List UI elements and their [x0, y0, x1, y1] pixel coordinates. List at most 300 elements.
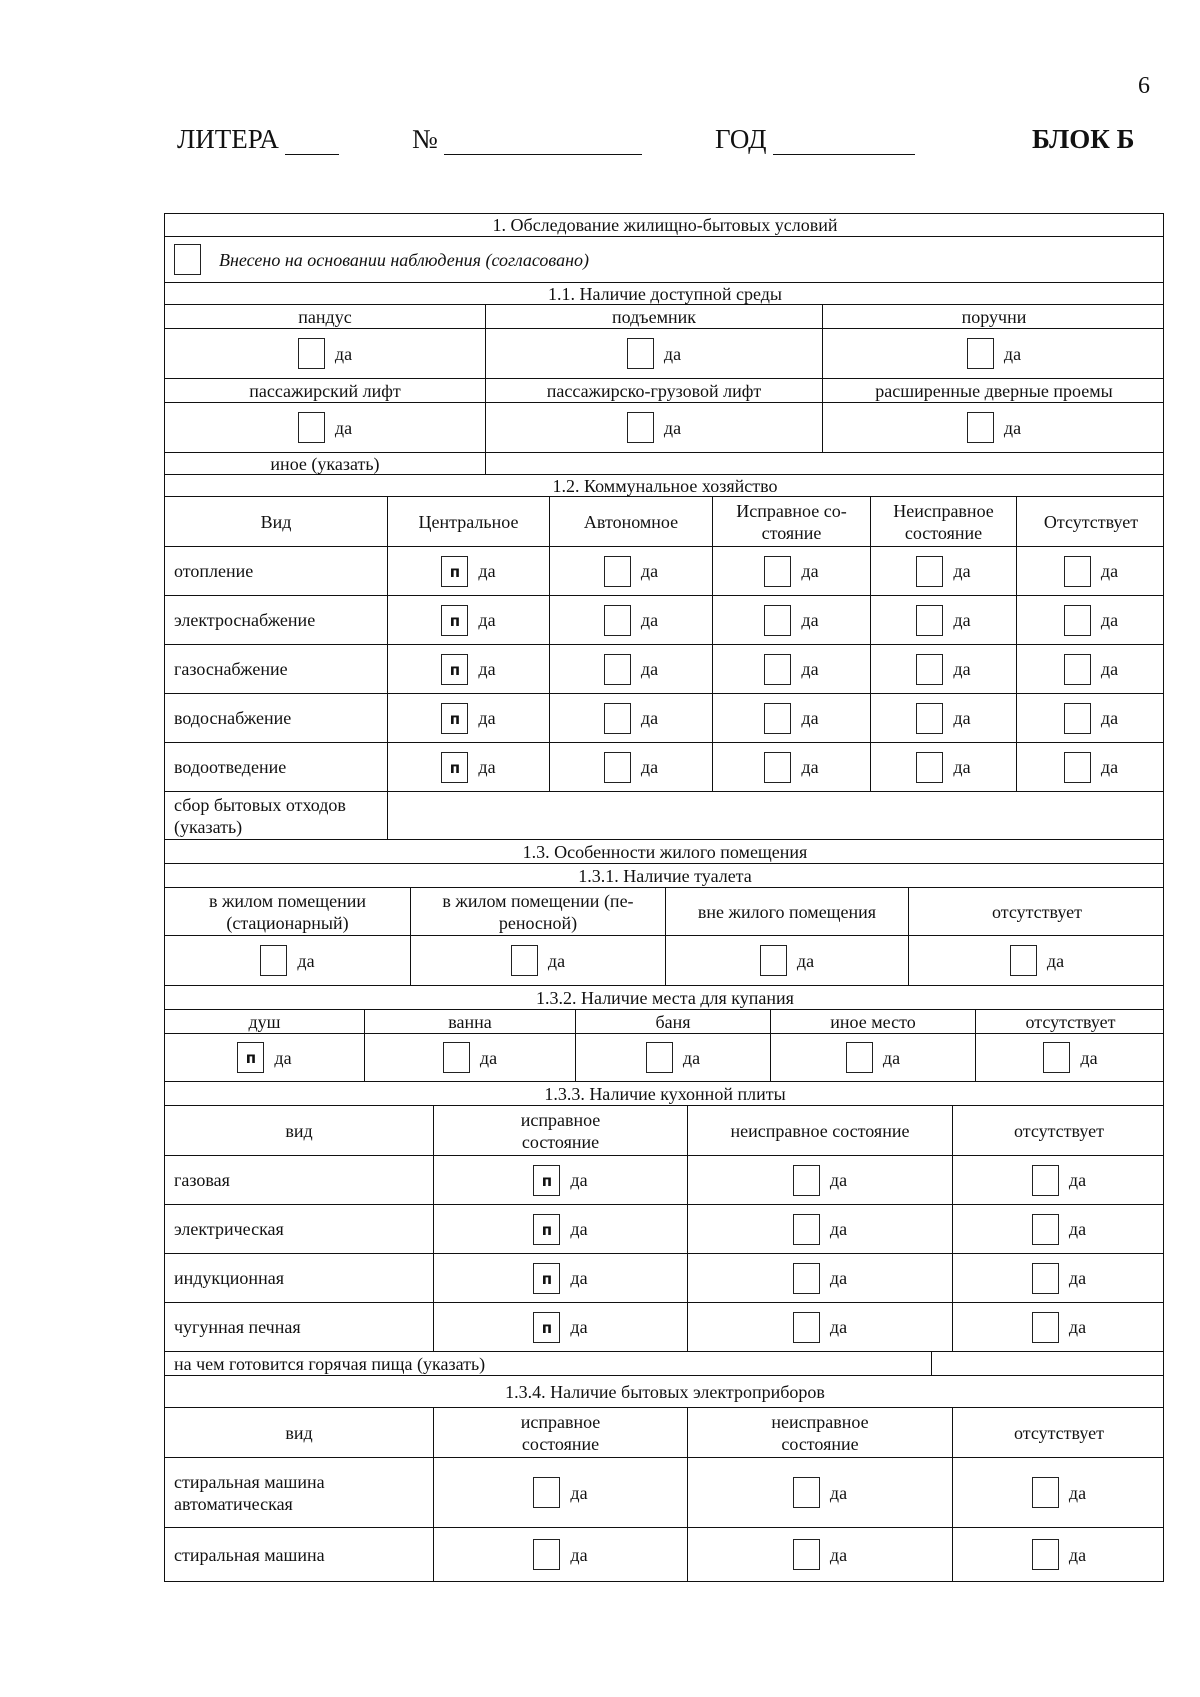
yes-label: да	[1080, 1047, 1098, 1068]
checkbox[interactable]: п	[441, 556, 468, 587]
bath-option	[975, 1034, 1165, 1081]
section-title-text: 1.3. Особенности жилого помещения	[522, 841, 808, 862]
cell-text: отсутствует	[1025, 1011, 1116, 1032]
utility-option	[549, 596, 712, 644]
number-field	[412, 124, 642, 155]
checkbox[interactable]	[604, 703, 631, 734]
appliance-row	[164, 1528, 1164, 1582]
yes-label: да	[796, 950, 815, 971]
accessibility-header	[165, 379, 485, 402]
cell-text: электрическая	[174, 1219, 284, 1239]
checkbox[interactable]	[604, 556, 631, 587]
yes-option[interactable]	[511, 945, 565, 976]
cell-text: пассажирско-грузовой лифт	[546, 380, 762, 401]
section-1-2-title	[164, 475, 1164, 497]
yes-label: да	[640, 659, 659, 679]
accessibility-header	[485, 379, 822, 402]
yes-label: да	[663, 417, 682, 438]
accessibility-option	[165, 329, 485, 378]
checkbox[interactable]: п	[441, 654, 468, 685]
yes-label: да	[1100, 610, 1119, 630]
yes-option[interactable]	[1043, 1042, 1097, 1073]
other-value[interactable]	[485, 453, 1165, 474]
accessibility-header	[822, 305, 1165, 328]
appliance-row	[164, 1458, 1164, 1528]
waste-value[interactable]	[387, 792, 1165, 839]
cell-text: в жилом помещении (пе- реносной)	[442, 890, 634, 933]
yes-label: да	[1068, 1482, 1087, 1503]
yes-label: да	[570, 1544, 588, 1565]
yes-option[interactable]	[916, 556, 970, 587]
yes-option[interactable]	[1064, 654, 1118, 685]
yes-option[interactable]	[764, 556, 818, 587]
year-field	[715, 124, 915, 155]
yes-option[interactable]	[1032, 1263, 1086, 1294]
yes-option[interactable]	[764, 654, 818, 685]
stove-header	[165, 1106, 433, 1155]
checkbox[interactable]	[533, 1477, 560, 1508]
stove-row	[164, 1254, 1164, 1303]
yes-option[interactable]	[443, 1042, 497, 1073]
yes-option[interactable]	[916, 605, 970, 636]
cell-text: ванна	[448, 1011, 492, 1032]
year-input-line[interactable]	[773, 130, 915, 155]
checkbox[interactable]	[793, 1263, 820, 1294]
yes-option[interactable]	[760, 945, 814, 976]
observed-cell	[165, 237, 1165, 282]
yes-label: да	[1046, 950, 1065, 971]
section-1-3-3-title	[164, 1082, 1164, 1106]
yes-option[interactable]	[604, 556, 658, 587]
checkbox[interactable]: п	[441, 752, 468, 783]
section-title-text: 1.3.2. Наличие места для купания	[536, 987, 794, 1008]
accessibility-option	[165, 403, 485, 452]
checkbox[interactable]	[764, 654, 791, 685]
yes-option[interactable]	[298, 412, 352, 443]
stove-option	[952, 1303, 1165, 1351]
yes-label: да	[801, 708, 819, 728]
section-1-3-1-title	[164, 864, 1164, 888]
appliance-option	[687, 1458, 952, 1527]
checkbox[interactable]: п	[533, 1214, 560, 1245]
yes-label: да	[570, 1482, 588, 1503]
yes-label: да	[953, 757, 971, 777]
appliance-option	[433, 1458, 687, 1527]
yes-label: да	[1068, 1170, 1087, 1190]
section-title	[165, 1376, 1165, 1407]
hot-food-label	[165, 1352, 931, 1375]
bath-header	[770, 1010, 975, 1033]
checkbox[interactable]	[764, 556, 791, 587]
section-1-3-4-title	[164, 1376, 1164, 1408]
stove-option	[433, 1303, 687, 1351]
checkbox[interactable]	[764, 752, 791, 783]
utilities-header	[549, 497, 712, 546]
checkbox[interactable]	[1032, 1312, 1059, 1343]
checkbox[interactable]: п	[533, 1263, 560, 1294]
checkbox[interactable]	[1032, 1165, 1059, 1196]
bath-option	[364, 1034, 575, 1081]
accessibility-header	[822, 379, 1165, 402]
cell-text: исправное состояние	[520, 1411, 601, 1454]
cell-text: Вид	[260, 511, 292, 532]
toilet-header-row	[164, 888, 1164, 936]
checkbox[interactable]	[533, 1539, 560, 1570]
checkbox[interactable]	[511, 945, 538, 976]
utility-option	[712, 743, 870, 791]
yes-option[interactable]	[1032, 1312, 1086, 1343]
yes-label: да	[1100, 757, 1119, 777]
checkbox[interactable]	[1010, 945, 1037, 976]
utilities-header	[165, 497, 387, 546]
utility-option	[870, 596, 1016, 644]
toilet-header	[908, 888, 1165, 935]
bath-option	[575, 1034, 770, 1081]
yes-label: да	[297, 950, 315, 971]
toilet-header	[165, 888, 410, 935]
yes-label: да	[570, 1268, 588, 1288]
observed-checkbox[interactable]	[174, 244, 201, 275]
section-title-text: 1.1. Наличие доступной среды	[547, 283, 783, 304]
bath-option-row	[164, 1034, 1164, 1082]
other-label	[165, 453, 485, 474]
checkbox[interactable]	[916, 703, 943, 734]
utility-option	[712, 547, 870, 595]
stove-row	[164, 1156, 1164, 1205]
checkbox[interactable]	[764, 703, 791, 734]
cell-text: индукционная	[174, 1268, 284, 1288]
yes-label: да	[478, 708, 496, 728]
waste-label	[165, 792, 387, 839]
checkbox[interactable]: п	[441, 703, 468, 734]
checkbox[interactable]: п	[533, 1312, 560, 1343]
yes-option[interactable]	[916, 752, 970, 783]
yes-option[interactable]	[533, 1312, 587, 1343]
cell-text: вид	[285, 1120, 313, 1141]
cell-text: отсутствует	[991, 901, 1083, 922]
litera-input-line[interactable]	[285, 130, 339, 155]
section-title	[165, 1082, 1165, 1105]
cell-text: вид	[285, 1422, 313, 1443]
waste-row	[164, 792, 1164, 840]
hot-food-row	[164, 1352, 1164, 1376]
cell-text: чугунная печная	[174, 1317, 301, 1337]
yes-label: да	[801, 757, 819, 777]
stove-name	[165, 1303, 433, 1351]
litera-field	[177, 124, 339, 155]
yes-option[interactable]	[260, 945, 314, 976]
checkbox[interactable]	[604, 654, 631, 685]
yes-option[interactable]	[298, 338, 352, 369]
yes-label: да	[801, 659, 819, 679]
yes-option[interactable]	[533, 1214, 587, 1245]
checkbox[interactable]	[967, 338, 994, 369]
yes-label: да	[953, 659, 971, 679]
yes-option[interactable]	[1064, 605, 1118, 636]
utility-option	[1016, 743, 1165, 791]
yes-option[interactable]	[1064, 703, 1118, 734]
appliance-name	[165, 1528, 433, 1581]
yes-option[interactable]	[764, 703, 818, 734]
checkbox[interactable]	[1032, 1214, 1059, 1245]
checkbox[interactable]	[793, 1165, 820, 1196]
bath-header	[975, 1010, 1165, 1033]
toilet-option-row	[164, 936, 1164, 986]
yes-label: да	[274, 1047, 292, 1068]
stove-name	[165, 1156, 433, 1204]
appliance-header	[165, 1408, 433, 1457]
accessibility-header	[485, 305, 822, 328]
yes-option[interactable]	[627, 412, 681, 443]
section-title-text: 1.3.1. Наличие туалета	[578, 865, 752, 886]
utility-name	[165, 645, 387, 693]
utilities-header	[870, 497, 1016, 546]
stove-option	[687, 1254, 952, 1302]
checkbox[interactable]	[443, 1042, 470, 1073]
section-1-3-title	[164, 840, 1164, 864]
section-1-3-2-title	[164, 986, 1164, 1010]
yes-label: да	[1003, 417, 1022, 438]
section-title-text: 1.2. Коммунальное хозяйство	[552, 475, 778, 496]
yes-option[interactable]	[793, 1214, 847, 1245]
section-title-text: 1.3.3. Наличие кухонной плиты	[544, 1083, 786, 1104]
checkbox[interactable]	[916, 556, 943, 587]
utility-option	[387, 694, 549, 742]
toilet-header	[410, 888, 665, 935]
yes-option[interactable]	[237, 1042, 291, 1073]
checkbox[interactable]	[764, 605, 791, 636]
checkbox[interactable]	[793, 1539, 820, 1570]
checkbox[interactable]	[627, 338, 654, 369]
cell-text: на чем готовится горячая пища (указать)	[174, 1353, 486, 1374]
checkbox[interactable]	[627, 412, 654, 443]
checkbox[interactable]	[260, 945, 287, 976]
checkbox[interactable]	[604, 605, 631, 636]
utility-option	[870, 694, 1016, 742]
yes-label: да	[478, 659, 496, 679]
yes-label: да	[570, 1170, 588, 1190]
yes-option[interactable]	[764, 605, 818, 636]
utility-option	[870, 743, 1016, 791]
yes-option[interactable]	[793, 1477, 847, 1508]
checkbox[interactable]	[760, 945, 787, 976]
cell-text: Центральное	[418, 511, 519, 532]
checkbox[interactable]	[646, 1042, 673, 1073]
section-title	[165, 214, 1165, 236]
utilities-row	[164, 596, 1164, 645]
accessibility-options	[164, 403, 1164, 453]
number-label: №	[412, 124, 438, 154]
cell-text: Исправное со- стояние	[736, 500, 847, 543]
yes-label: да	[640, 757, 659, 777]
section-title-text: 1. Обследование жилищно-бытовых условий	[492, 215, 838, 235]
yes-option[interactable]	[441, 556, 495, 587]
cell-text: исправное состояние	[520, 1109, 601, 1152]
bath-header	[165, 1010, 364, 1033]
yes-label: да	[478, 610, 496, 630]
cell-text: отопление	[174, 561, 254, 581]
yes-option[interactable]	[1010, 945, 1064, 976]
checkbox[interactable]	[916, 654, 943, 685]
yes-label: да	[829, 1317, 848, 1337]
yes-option[interactable]	[533, 1477, 587, 1508]
checkbox[interactable]: п	[237, 1042, 264, 1073]
yes-label: да	[953, 561, 971, 581]
yes-option[interactable]	[441, 654, 495, 685]
checkbox[interactable]	[1064, 556, 1091, 587]
checkbox[interactable]: п	[533, 1165, 560, 1196]
utilities-header	[1016, 497, 1165, 546]
yes-option[interactable]	[604, 654, 658, 685]
checkbox[interactable]	[793, 1312, 820, 1343]
yes-option[interactable]	[793, 1263, 847, 1294]
yes-option[interactable]	[441, 703, 495, 734]
litera-label: ЛИТЕРА	[177, 124, 279, 154]
yes-label: да	[478, 757, 496, 777]
yes-option[interactable]	[1032, 1214, 1086, 1245]
yes-option[interactable]	[1064, 556, 1118, 587]
yes-option[interactable]	[793, 1539, 847, 1570]
checkbox[interactable]	[1064, 752, 1091, 783]
appliance-option	[687, 1528, 952, 1581]
utilities-header	[387, 497, 549, 546]
utilities-row	[164, 645, 1164, 694]
appliance-header	[433, 1408, 687, 1457]
checkbox[interactable]	[1032, 1477, 1059, 1508]
cell-text: газовая	[174, 1170, 230, 1190]
utility-option	[549, 547, 712, 595]
checkbox[interactable]	[298, 412, 325, 443]
yes-option[interactable]	[604, 703, 658, 734]
accessibility-headers	[164, 305, 1164, 329]
appliance-name	[165, 1458, 433, 1527]
yes-option[interactable]	[967, 338, 1021, 369]
bath-option	[770, 1034, 975, 1081]
yes-label: да	[570, 1219, 588, 1239]
yes-option[interactable]	[533, 1539, 587, 1570]
stove-option	[687, 1156, 952, 1204]
utility-option	[549, 645, 712, 693]
checkbox[interactable]	[846, 1042, 873, 1073]
stove-option	[433, 1156, 687, 1204]
yes-option[interactable]	[1064, 752, 1118, 783]
checkbox[interactable]	[1032, 1539, 1059, 1570]
stove-option	[952, 1156, 1165, 1204]
accessibility-option	[485, 403, 822, 452]
checkbox[interactable]	[1064, 605, 1091, 636]
utility-option	[1016, 694, 1165, 742]
yes-label: да	[953, 708, 971, 728]
yes-option[interactable]	[441, 752, 495, 783]
yes-label: да	[801, 561, 819, 581]
checkbox[interactable]	[916, 752, 943, 783]
checkbox[interactable]	[793, 1477, 820, 1508]
yes-option[interactable]	[604, 605, 658, 636]
utility-option	[870, 645, 1016, 693]
checkbox[interactable]: п	[441, 605, 468, 636]
yes-option[interactable]	[916, 654, 970, 685]
section-title-text: 1.3.4. Наличие бытовых электроприборов	[505, 1381, 825, 1402]
cell-text: поручни	[961, 306, 1027, 327]
yes-option[interactable]	[846, 1042, 900, 1073]
stove-header	[687, 1106, 952, 1155]
yes-label: да	[547, 950, 566, 971]
section-title	[165, 864, 1165, 887]
yes-option[interactable]	[604, 752, 658, 783]
yes-label: да	[1068, 1544, 1087, 1565]
yes-label: да	[1100, 659, 1119, 679]
section-title	[165, 986, 1165, 1009]
survey-form	[164, 213, 1164, 1582]
yes-label: да	[829, 1482, 848, 1503]
yes-option[interactable]	[441, 605, 495, 636]
cell-text: душ	[248, 1011, 281, 1032]
toilet-option	[165, 936, 410, 985]
checkbox[interactable]	[1043, 1042, 1070, 1073]
yes-option[interactable]	[533, 1165, 587, 1196]
yes-option[interactable]	[1032, 1165, 1086, 1196]
utility-name	[165, 547, 387, 595]
appliance-header-row	[164, 1408, 1164, 1458]
yes-option[interactable]	[793, 1165, 847, 1196]
accessibility-header	[165, 305, 485, 328]
yes-label: да	[1068, 1317, 1087, 1337]
stove-option	[433, 1205, 687, 1253]
utility-option	[387, 645, 549, 693]
other-accessibility-row	[164, 453, 1164, 475]
yes-option[interactable]	[764, 752, 818, 783]
checkbox[interactable]	[604, 752, 631, 783]
checkbox[interactable]	[916, 605, 943, 636]
bath-header	[364, 1010, 575, 1033]
yes-label: да	[479, 1047, 498, 1068]
yes-option[interactable]	[1032, 1539, 1086, 1570]
utilities-row	[164, 694, 1164, 743]
yes-option[interactable]	[646, 1042, 700, 1073]
yes-label: да	[882, 1047, 901, 1068]
utility-option	[712, 645, 870, 693]
stove-header-row	[164, 1106, 1164, 1156]
utility-option	[387, 596, 549, 644]
yes-option[interactable]	[967, 412, 1021, 443]
toilet-header	[665, 888, 908, 935]
yes-label: да	[1003, 343, 1022, 364]
checkbox[interactable]	[793, 1214, 820, 1245]
yes-option[interactable]	[793, 1312, 847, 1343]
page-number: 6	[1138, 73, 1150, 99]
checkbox[interactable]	[967, 412, 994, 443]
hot-food-value[interactable]	[931, 1352, 1165, 1375]
yes-option[interactable]	[533, 1263, 587, 1294]
yes-label: да	[829, 1544, 848, 1565]
checkbox[interactable]	[1064, 703, 1091, 734]
appliance-option	[952, 1458, 1165, 1527]
checkbox[interactable]	[1064, 654, 1091, 685]
yes-option[interactable]	[627, 338, 681, 369]
checkbox[interactable]	[298, 338, 325, 369]
utility-name	[165, 596, 387, 644]
utility-option	[870, 547, 1016, 595]
yes-option[interactable]	[1032, 1477, 1086, 1508]
checkbox[interactable]	[1032, 1263, 1059, 1294]
appliance-header	[952, 1408, 1165, 1457]
yes-label: да	[663, 343, 682, 364]
number-input-line[interactable]	[444, 130, 642, 155]
cell-text: отсутствует	[1013, 1422, 1105, 1443]
stove-header	[433, 1106, 687, 1155]
yes-option[interactable]	[916, 703, 970, 734]
stove-name	[165, 1205, 433, 1253]
